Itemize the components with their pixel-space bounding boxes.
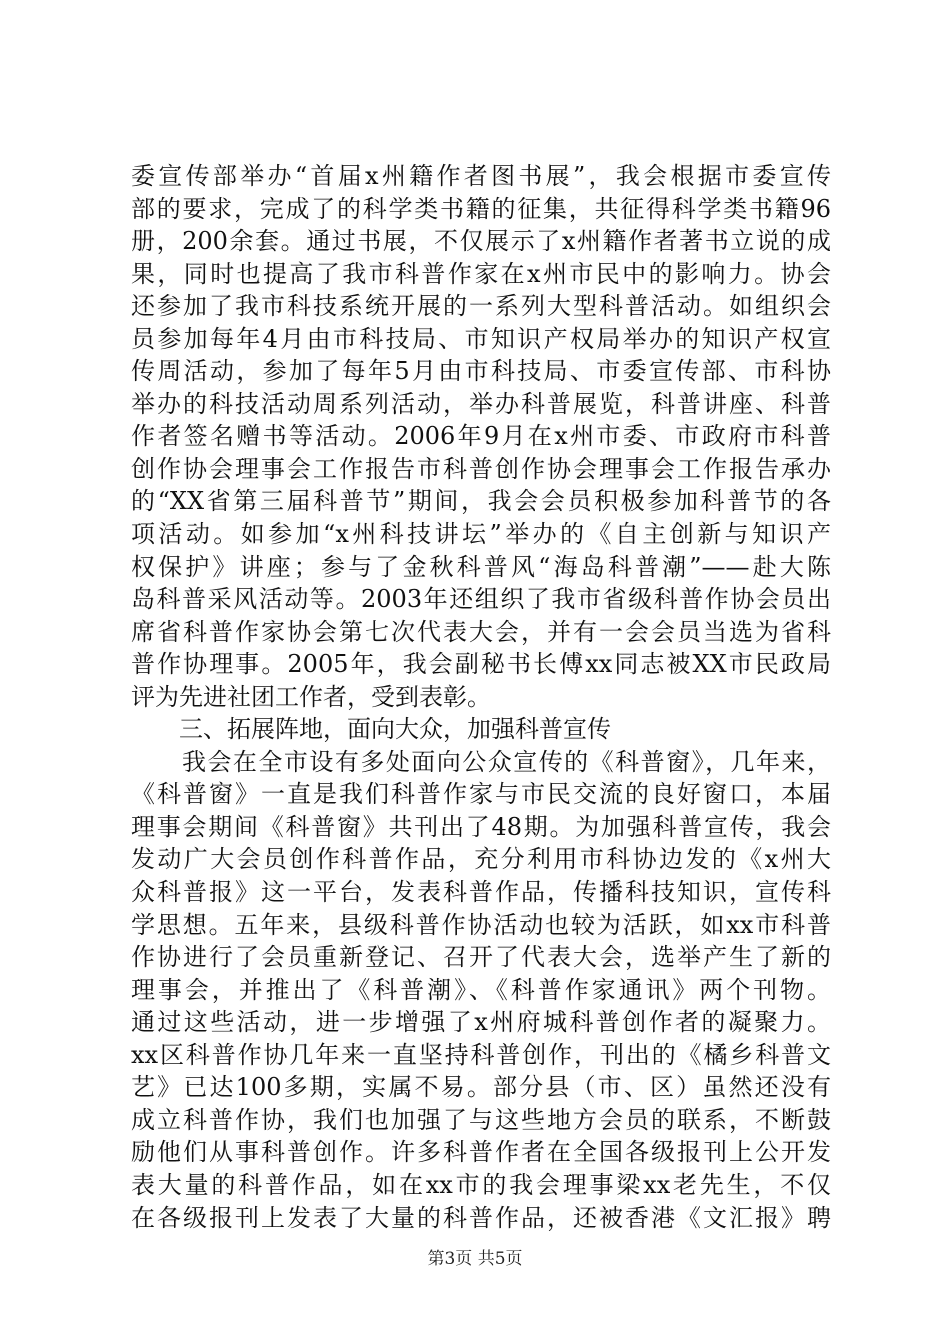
text-line: 创作协会理事会工作报告市科普创作协会理事会工作报告承办	[131, 454, 831, 483]
text-line: 岛科普采风活动等。2003年还组织了我市省级科普作协会员出	[131, 585, 831, 614]
text-line: 传周活动，参加了每年5月由市科技局、市委宣传部、市科协	[131, 357, 831, 386]
document-body	[131, 160, 831, 1234]
text-line: 我会在全市设有多处面向公众宣传的《科普窗》，几年来，	[131, 747, 831, 776]
text-line: 成立科普作协，我们也加强了与这些地方会员的联系，不断鼓	[131, 1105, 831, 1134]
text-line: 发动广大会员创作科普作品，充分利用市科协边发的《x州大	[131, 845, 831, 874]
text-line: 众科普报》这一平台，发表科普作品，传播科技知识，宣传科	[131, 878, 831, 907]
text-line: 项活动。如参加“x州科技讲坛”举办的《自主创新与知识产	[131, 520, 831, 549]
text-line: 学思想。五年来，县级科普作协活动也较为活跃，如xx市科普	[131, 910, 831, 939]
text-line: 《科普窗》一直是我们科普作家与市民交流的良好窗口，本届	[131, 780, 831, 809]
text-line: 作者签名赠书等活动。2006年9月在x州市委、市政府市科普	[131, 422, 831, 451]
text-line: 作协进行了会员重新登记、召开了代表大会，选举产生了新的	[131, 943, 831, 972]
section-heading: 三、拓展阵地，面向大众，加强科普宣传	[131, 715, 611, 744]
text-line: 在各级报刊上发表了大量的科普作品，还被香港《文汇报》聘	[131, 1203, 831, 1232]
text-line: 员参加每年4月由市科技局、市知识产权局举办的知识产权宣	[131, 324, 831, 353]
text-line: 席省科普作家协会第七次代表大会，并有一会会员当选为省科	[131, 617, 831, 646]
text-line: 理事会，并推出了《科普潮》、《科普作家通讯》两个刊物。	[131, 975, 831, 1004]
text-line: 评为先进社团工作者，受到表彰。	[131, 682, 491, 711]
text-line: 还参加了我市科技系统开展的一系列大型科普活动。如组织会	[131, 292, 831, 321]
text-line: 理事会期间《科普窗》共刊出了48期。为加强科普宣传，我会	[131, 812, 831, 841]
text-line: 果，同时也提高了我市科普作家在x州市民中的影响力。协会	[131, 259, 831, 288]
text-line: 通过这些活动，进一步增强了x州府城科普创作者的凝聚力。	[131, 1008, 831, 1037]
text-line: 励他们从事科普创作。许多科普作者在全国各级报刊上公开发	[131, 1138, 831, 1167]
page-number: 第3页 共5页	[427, 1249, 523, 1269]
text-line: 的“XX省第三届科普节”期间，我会会员积极参加科普节的各	[131, 487, 831, 516]
text-line: 表大量的科普作品，如在xx市的我会理事梁xx老先生，不仅	[131, 1170, 831, 1199]
text-line: 普作协理事。2005年，我会副秘书长傅xx同志被XX市民政局	[131, 650, 831, 679]
text-line: 权保护》讲座；参与了金秋科普风“海岛科普潮”——赴大陈	[131, 552, 831, 581]
text-line: 部的要求，完成了的科学类书籍的征集，共征得科学类书籍96	[131, 194, 831, 223]
text-line: 举办的科技活动周系列活动，举办科普展览，科普讲座、科普	[131, 389, 831, 418]
text-line: xx区科普作协几年来一直坚持科普创作，刊出的《橘乡科普文	[131, 1040, 831, 1069]
text-line: 委宣传部举办“首届x州籍作者图书展”，我会根据市委宣传	[131, 162, 831, 190]
text-line: 艺》已达100多期，实属不易。部分县（市、区）虽然还没有	[131, 1073, 831, 1102]
text-line: 册，200余套。通过书展，不仅展示了x州籍作者著书立说的成	[131, 227, 831, 256]
